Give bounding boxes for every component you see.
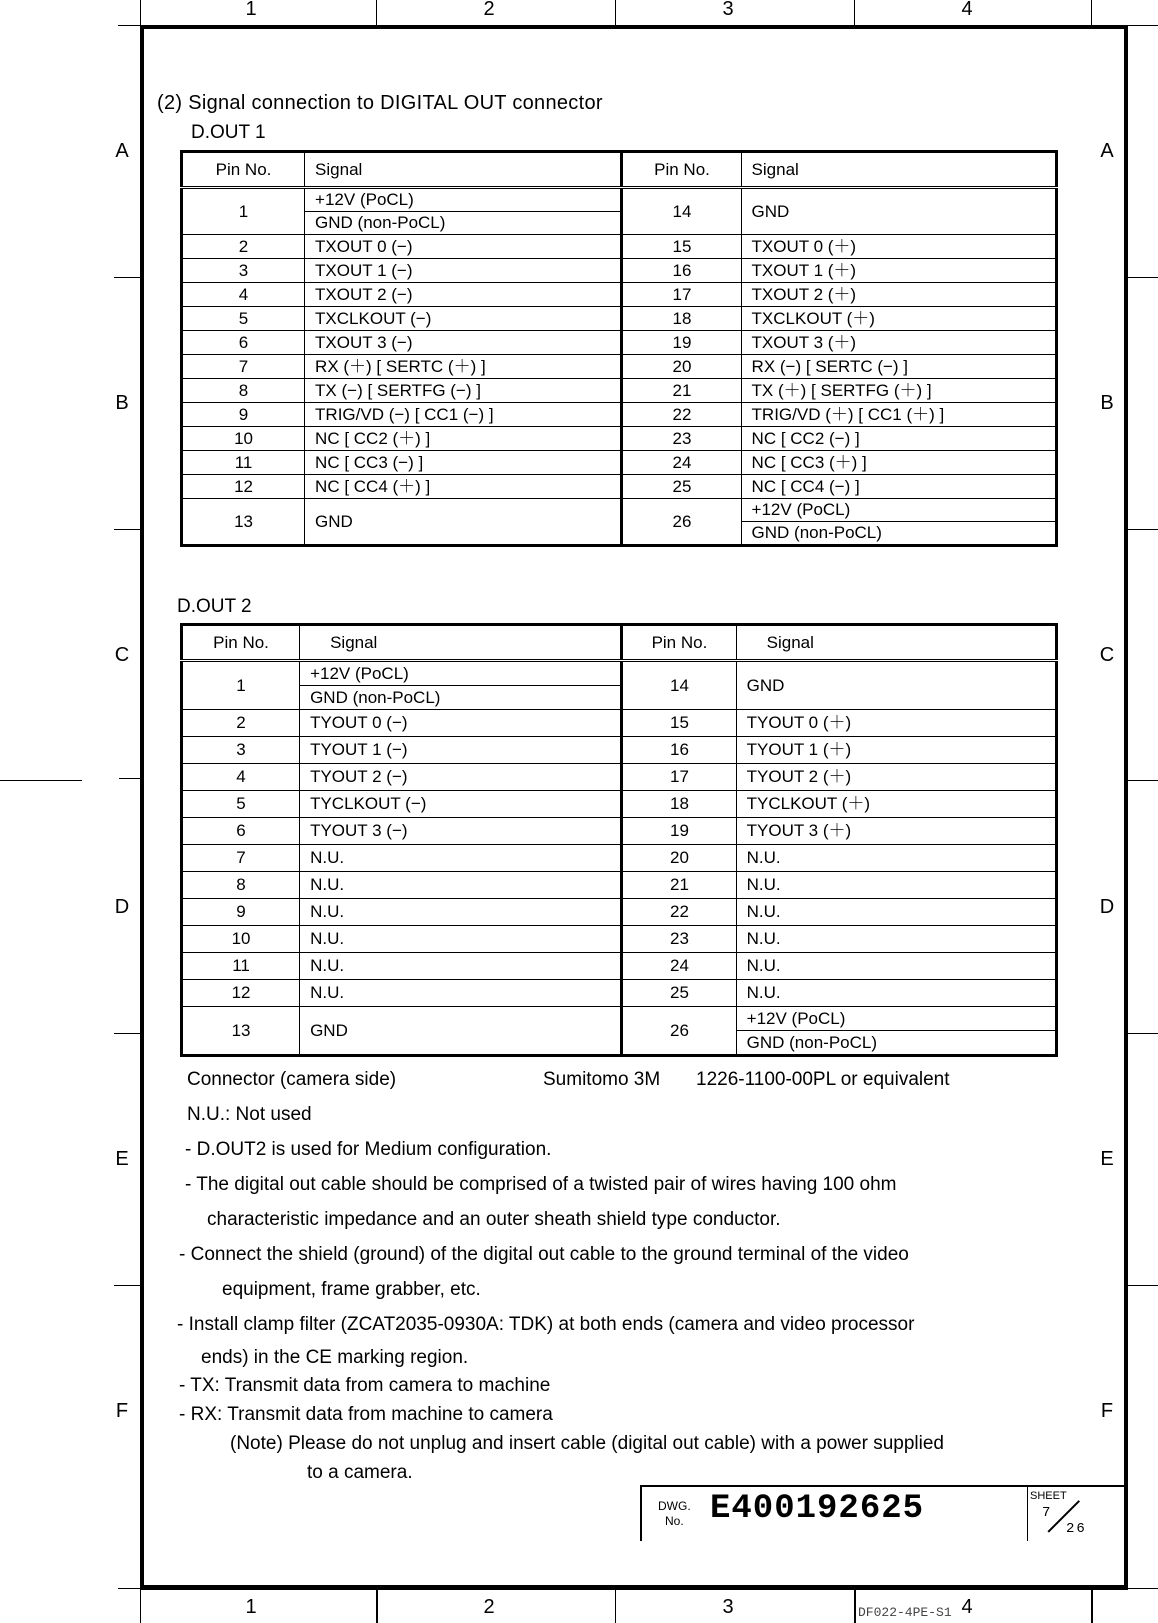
zone-tick xyxy=(1128,1285,1158,1286)
connector-label: Connector (camera side) xyxy=(187,1069,397,1090)
pin-number: 4 xyxy=(182,764,300,791)
pin-number: 18 xyxy=(622,791,736,818)
zone-row-e: E xyxy=(115,1148,129,1170)
table-row xyxy=(182,980,1057,1007)
note-line: characteristic impedance and an outer sheath shield type conductor. xyxy=(207,1209,781,1230)
pin-number: 24 xyxy=(622,451,741,475)
signal-name: N.U. xyxy=(300,953,622,980)
table-header-row xyxy=(182,625,1057,661)
zone-col-3-bottom: 3 xyxy=(722,1596,734,1618)
pin-number: 25 xyxy=(622,475,741,499)
signal-name: NC [ CC2 (−) ] xyxy=(741,427,1056,451)
signal-name: TYOUT 0 (＋) xyxy=(736,710,1056,737)
signal-name: N.U. xyxy=(300,926,622,953)
pin-number: 10 xyxy=(182,427,305,451)
table-row xyxy=(182,283,1057,307)
note-line: - TX: Transmit data from camera to machine xyxy=(179,1375,551,1396)
table-row xyxy=(182,403,1057,427)
zone-tick xyxy=(114,1285,140,1286)
zone-tick xyxy=(615,0,616,25)
zone-col-2: 2 xyxy=(483,0,495,20)
table-row xyxy=(182,379,1057,403)
pin-number: 7 xyxy=(182,355,305,379)
note-line: equipment, frame grabber, etc. xyxy=(222,1279,481,1300)
table-row xyxy=(182,451,1057,475)
pin-number: 6 xyxy=(182,331,305,355)
zone-col-1-bottom: 1 xyxy=(245,1596,257,1618)
pin-number: 18 xyxy=(622,307,741,331)
signal-name: GND (non-PoCL) xyxy=(300,686,622,710)
note-line: - D.OUT2 is used for Medium configuration. xyxy=(185,1139,552,1160)
zone-tick xyxy=(1128,780,1158,781)
zone-tick xyxy=(118,25,140,26)
dout1-pin-table xyxy=(180,150,1058,547)
zone-tick xyxy=(1091,0,1092,25)
zone-tick xyxy=(114,277,140,278)
dwg-label xyxy=(658,1499,691,1529)
section-title: (2) Signal connection to DIGITAL OUT connector xyxy=(157,92,603,114)
signal-name: RX (−) [ SERTC (−) ] xyxy=(741,355,1056,379)
pin-number: 10 xyxy=(182,926,300,953)
sheet-current: 7 xyxy=(1042,1505,1051,1521)
signal-name: GND (non-PoCL) xyxy=(305,212,622,235)
signal-name: TYOUT 1 (＋) xyxy=(736,737,1056,764)
connector-part-number: 1226-1100-00PL or equivalent xyxy=(696,1069,950,1090)
table-row xyxy=(182,845,1057,872)
zone-row-e-right: E xyxy=(1100,1148,1114,1170)
header-signal-right: Signal xyxy=(736,625,1056,661)
pin-number: 1 xyxy=(182,188,305,235)
signal-name: GND xyxy=(741,188,1056,235)
pin-number: 19 xyxy=(622,331,741,355)
zone-tick xyxy=(140,1590,141,1623)
signal-name: NC [ CC4 (＋) ] xyxy=(305,475,622,499)
pin-number: 9 xyxy=(182,899,300,926)
signal-name: N.U. xyxy=(736,953,1056,980)
pin-number: 8 xyxy=(182,379,305,403)
header-pin-left: Pin No. xyxy=(182,625,300,661)
pin-number: 12 xyxy=(182,980,300,1007)
signal-name: N.U. xyxy=(300,980,622,1007)
signal-name: TX (＋) [ SERTFG (＋) ] xyxy=(741,379,1056,403)
zone-row-d: D xyxy=(114,896,130,918)
table-row xyxy=(182,818,1057,845)
signal-name: TXOUT 3 (＋) xyxy=(741,331,1056,355)
zone-tick xyxy=(114,529,140,530)
signal-name: N.U. xyxy=(736,980,1056,1007)
pin-number: 11 xyxy=(182,953,300,980)
note-line: to a camera. xyxy=(307,1462,413,1483)
sheet-total: 26 xyxy=(1066,1521,1087,1537)
zone-row-b: B xyxy=(115,392,129,414)
signal-name: GND (non-PoCL) xyxy=(736,1031,1056,1056)
table-row xyxy=(182,1007,1057,1031)
header-pin-right: Pin No. xyxy=(622,625,736,661)
pin-number: 25 xyxy=(622,980,736,1007)
header-signal-left: Signal xyxy=(300,625,622,661)
pin-number: 7 xyxy=(182,845,300,872)
signal-name: NC [ CC3 (−) ] xyxy=(305,451,622,475)
signal-name: TRIG/VD (−) [ CC1 (−) ] xyxy=(305,403,622,427)
title-block xyxy=(640,1485,1128,1541)
connector-maker: Sumitomo 3M xyxy=(543,1069,661,1090)
zone-tick xyxy=(119,778,140,779)
signal-name: GND xyxy=(305,499,622,546)
note-line: - Install clamp filter (ZCAT2035-0930A: TDK) at both ends (camera and video processor xyxy=(177,1314,915,1335)
table-row xyxy=(182,899,1057,926)
signal-name: GND xyxy=(736,661,1056,710)
signal-name: TYOUT 3 (＋) xyxy=(736,818,1056,845)
pin-number: 9 xyxy=(182,403,305,427)
signal-name: NC [ CC3 (＋) ] xyxy=(741,451,1056,475)
pin-number: 13 xyxy=(182,499,305,546)
signal-name: N.U. xyxy=(300,872,622,899)
pin-number: 20 xyxy=(622,355,741,379)
pin-number: 13 xyxy=(182,1007,300,1056)
zone-tick xyxy=(615,1590,616,1623)
pin-number: 23 xyxy=(622,926,736,953)
dout1-title: D.OUT 1 xyxy=(191,122,266,143)
signal-name: GND (non-PoCL) xyxy=(741,522,1056,546)
dwg-label-line2: No. xyxy=(664,1514,684,1528)
zone-tick xyxy=(854,0,855,25)
pin-number: 19 xyxy=(622,818,736,845)
signal-name: +12V (PoCL) xyxy=(305,188,622,212)
table-header-row xyxy=(182,152,1057,188)
pin-number: 2 xyxy=(182,235,305,259)
signal-name: +12V (PoCL) xyxy=(741,499,1056,522)
pin-number: 1 xyxy=(182,661,300,710)
zone-tick xyxy=(118,1588,140,1589)
pin-number: 22 xyxy=(622,899,736,926)
signal-name: TYCLKOUT (＋) xyxy=(736,791,1056,818)
note-line: (Note) Please do not unplug and insert cable (digital out cable) with a power supplied xyxy=(230,1433,944,1454)
zone-row-c-right: C xyxy=(1099,644,1115,666)
pin-number: 12 xyxy=(182,475,305,499)
pin-number: 16 xyxy=(622,737,736,764)
header-signal-right: Signal xyxy=(741,152,1056,188)
zone-row-a-right: A xyxy=(1100,140,1114,162)
zone-row-f: F xyxy=(115,1400,129,1422)
pin-number: 21 xyxy=(622,872,736,899)
table-row xyxy=(182,235,1057,259)
note-line: - RX: Transmit data from machine to camera xyxy=(179,1404,553,1425)
signal-name: TYOUT 2 (＋) xyxy=(736,764,1056,791)
header-pin-left: Pin No. xyxy=(182,152,305,188)
zone-tick xyxy=(114,1033,140,1034)
signal-name: TXOUT 1 (−) xyxy=(305,259,622,283)
table-row xyxy=(182,307,1057,331)
note-line: - Connect the shield (ground) of the digital out cable to the ground terminal of the video xyxy=(179,1244,909,1265)
signal-name: TXOUT 2 (−) xyxy=(305,283,622,307)
signal-name: TXOUT 3 (−) xyxy=(305,331,622,355)
table-row xyxy=(182,953,1057,980)
signal-name: N.U. xyxy=(736,899,1056,926)
signal-name: N.U. xyxy=(736,845,1056,872)
pin-number: 16 xyxy=(622,259,741,283)
note-line: ends) in the CE marking region. xyxy=(201,1347,469,1368)
signal-name: TRIG/VD (＋) [ CC1 (＋) ] xyxy=(741,403,1056,427)
pin-number: 23 xyxy=(622,427,741,451)
signal-name: TXCLKOUT (＋) xyxy=(741,307,1056,331)
signal-name: NC [ CC4 (−) ] xyxy=(741,475,1056,499)
pin-number: 26 xyxy=(622,1007,736,1056)
pin-number: 14 xyxy=(622,188,741,235)
table-row xyxy=(182,188,1057,212)
zone-col-4-bottom: 4 xyxy=(961,1596,973,1618)
pin-number: 15 xyxy=(622,235,741,259)
pin-number: 17 xyxy=(622,283,741,307)
signal-name: TYOUT 1 (−) xyxy=(300,737,622,764)
signal-name: TXCLKOUT (−) xyxy=(305,307,622,331)
pin-number: 2 xyxy=(182,710,300,737)
zone-col-1: 1 xyxy=(245,0,257,20)
signal-name: N.U. xyxy=(736,872,1056,899)
table-row xyxy=(182,259,1057,283)
pin-number: 8 xyxy=(182,872,300,899)
table-row xyxy=(182,791,1057,818)
zone-tick xyxy=(376,0,377,25)
pin-number: 14 xyxy=(622,661,736,710)
table-row xyxy=(182,475,1057,499)
signal-name: +12V (PoCL) xyxy=(300,661,622,686)
zone-tick xyxy=(0,780,82,781)
signal-name: TYOUT 2 (−) xyxy=(300,764,622,791)
table-row xyxy=(182,737,1057,764)
zone-tick xyxy=(140,0,141,25)
table-row xyxy=(182,661,1057,686)
pin-number: 15 xyxy=(622,710,736,737)
dwg-label-line1: DWG. xyxy=(658,1499,691,1513)
signal-name: TXOUT 0 (−) xyxy=(305,235,622,259)
form-code: DF022-4PE-S1 xyxy=(858,1605,952,1620)
zone-tick xyxy=(1128,1588,1158,1589)
table-row xyxy=(182,499,1057,522)
drawing-number: E400192625 xyxy=(710,1490,925,1528)
note-line: - The digital out cable should be comprised of a twisted pair of wires having 100 ohm xyxy=(185,1174,897,1195)
signal-name: TXOUT 0 (＋) xyxy=(741,235,1056,259)
zone-tick xyxy=(1128,529,1158,530)
pin-number: 20 xyxy=(622,845,736,872)
table-row xyxy=(182,427,1057,451)
header-pin-right: Pin No. xyxy=(622,152,741,188)
table-row xyxy=(182,710,1057,737)
zone-row-f-right: F xyxy=(1100,1400,1114,1422)
signal-name: N.U. xyxy=(300,899,622,926)
pin-number: 24 xyxy=(622,953,736,980)
zone-row-a: A xyxy=(115,140,129,162)
zone-col-3: 3 xyxy=(722,0,734,20)
pin-number: 6 xyxy=(182,818,300,845)
zone-tick xyxy=(1091,1590,1093,1623)
pin-number: 11 xyxy=(182,451,305,475)
pin-number: 17 xyxy=(622,764,736,791)
signal-name: TX (−) [ SERTFG (−) ] xyxy=(305,379,622,403)
zone-tick xyxy=(1128,25,1158,26)
pin-number: 3 xyxy=(182,737,300,764)
signal-name: GND xyxy=(300,1007,622,1056)
dout2-title: D.OUT 2 xyxy=(177,596,252,617)
zone-row-d-right: D xyxy=(1099,896,1115,918)
zone-tick xyxy=(1128,277,1158,278)
zone-row-b-right: B xyxy=(1100,392,1114,414)
signal-name: NC [ CC2 (＋) ] xyxy=(305,427,622,451)
zone-row-c: C xyxy=(114,644,130,666)
table-row xyxy=(182,331,1057,355)
signal-name: TYCLKOUT (−) xyxy=(300,791,622,818)
table-row xyxy=(182,355,1057,379)
pin-number: 5 xyxy=(182,307,305,331)
nu-legend: N.U.: Not used xyxy=(187,1104,312,1125)
signal-name: +12V (PoCL) xyxy=(736,1007,1056,1031)
pin-number: 5 xyxy=(182,791,300,818)
signal-name: TYOUT 0 (−) xyxy=(300,710,622,737)
signal-name: TYOUT 3 (−) xyxy=(300,818,622,845)
signal-name: RX (＋) [ SERTC (＋) ] xyxy=(305,355,622,379)
zone-col-2-bottom: 2 xyxy=(483,1596,495,1618)
signal-name: TXOUT 1 (＋) xyxy=(741,259,1056,283)
zone-tick xyxy=(376,1590,378,1623)
pin-number: 22 xyxy=(622,403,741,427)
pin-number: 21 xyxy=(622,379,741,403)
zone-tick xyxy=(854,1590,856,1623)
zone-col-4: 4 xyxy=(961,0,973,20)
header-signal-left: Signal xyxy=(305,152,622,188)
table-row xyxy=(182,872,1057,899)
zone-tick xyxy=(1128,1033,1158,1034)
dout2-pin-table xyxy=(180,623,1058,1057)
pin-number: 3 xyxy=(182,259,305,283)
pin-number: 4 xyxy=(182,283,305,307)
pin-number: 26 xyxy=(622,499,741,546)
table-row xyxy=(182,764,1057,791)
sheet-box xyxy=(1027,1487,1094,1541)
signal-name: N.U. xyxy=(736,926,1056,953)
table-row xyxy=(182,926,1057,953)
sheet-label: SHEET xyxy=(1030,1490,1067,1502)
signal-name: N.U. xyxy=(300,845,622,872)
signal-name: TXOUT 2 (＋) xyxy=(741,283,1056,307)
